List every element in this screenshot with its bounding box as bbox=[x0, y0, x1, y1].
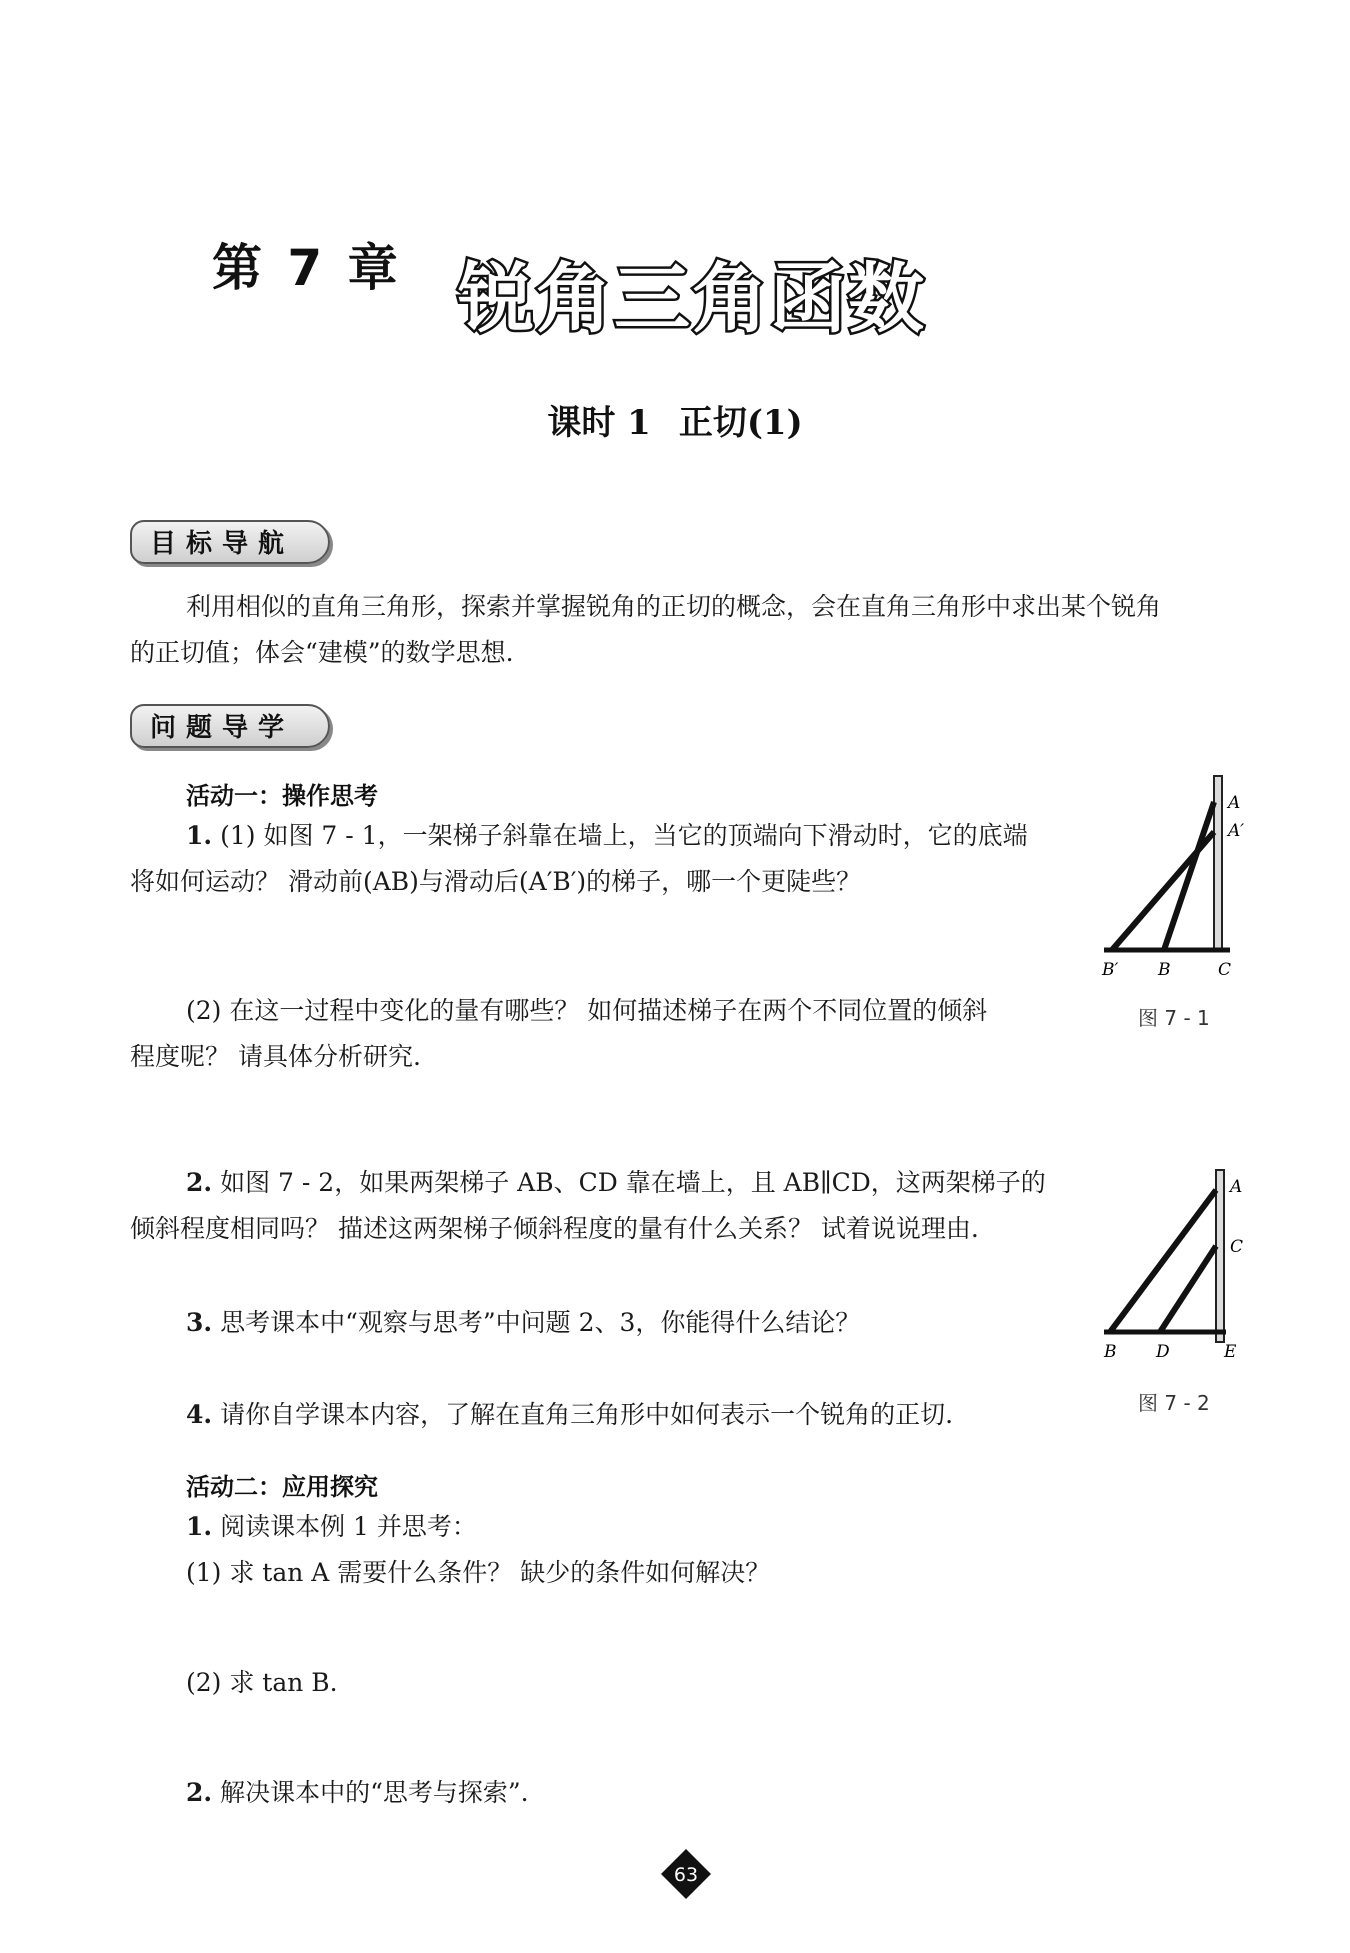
a2-q1-text: 阅读课本例 1 并思考： bbox=[220, 1512, 477, 1541]
lesson-name: 正切(1) bbox=[678, 403, 803, 443]
lesson-title bbox=[0, 395, 1350, 444]
activity1-q1-part2 bbox=[130, 988, 1090, 1080]
activity2-q1-sub2: (2) 求 tan B. bbox=[186, 1668, 338, 1697]
activity1-q2 bbox=[130, 1160, 1090, 1252]
q2-line2: 倾斜程度相同吗？ 描述这两架梯子倾斜程度的量有什么关系？ 试着说说理由. bbox=[130, 1214, 979, 1243]
chapter-label: 第 7 章 bbox=[212, 239, 402, 297]
wall bbox=[1214, 776, 1222, 950]
goals-paragraph bbox=[130, 584, 1250, 676]
goals-line-2: 的正切值；体会“建模”的数学思想. bbox=[130, 638, 514, 667]
activity2-heading: 活动二：应用探究 bbox=[186, 1473, 378, 1501]
lesson-label: 课时 1 bbox=[547, 403, 651, 443]
q3-number: 3. bbox=[186, 1308, 213, 1337]
a2-q1-number: 1. bbox=[186, 1512, 213, 1541]
label-d: D bbox=[1156, 1342, 1170, 1360]
ladder-ab bbox=[1110, 1190, 1216, 1332]
activity2-q2 bbox=[186, 1770, 1086, 1816]
label-e: E bbox=[1224, 1342, 1237, 1360]
q2-line1: 如图 7 - 2，如果两架梯子 AB、CD 靠在墙上，且 AB∥CD，这两架梯子的 bbox=[220, 1168, 1046, 1197]
label-b-prime: B′ bbox=[1102, 960, 1119, 980]
ladder-ab bbox=[1164, 802, 1214, 950]
label-a: A bbox=[1228, 793, 1241, 813]
label-a: A bbox=[1230, 1177, 1243, 1197]
a2-q2-number: 2. bbox=[186, 1778, 213, 1807]
q4-number: 4. bbox=[186, 1400, 213, 1429]
activity1-q4 bbox=[186, 1392, 1086, 1438]
a2-q1-sub1: (1) 求 tan A 需要什么条件？ 缺少的条件如何解决？ bbox=[186, 1558, 771, 1587]
figure-7-1-caption: 图 7 - 1 bbox=[1138, 1006, 1210, 1030]
ladder-cd bbox=[1160, 1246, 1216, 1332]
activity1-q1 bbox=[130, 813, 1090, 905]
activity1-heading: 活动一：操作思考 bbox=[186, 782, 378, 810]
page-number-badge bbox=[660, 1848, 712, 1900]
q1-part2-line2: 程度呢？ 请具体分析研究. bbox=[130, 1042, 421, 1071]
section-tag-goals: 目标导航 bbox=[130, 520, 330, 564]
q1-part2-line1: (2) 在这一过程中变化的量有哪些？ 如何描述梯子在两个不同位置的倾斜 bbox=[186, 996, 988, 1025]
label-b: B bbox=[1104, 1342, 1117, 1360]
figure-7-2 bbox=[1090, 1160, 1270, 1360]
ladder-a2b2 bbox=[1112, 832, 1214, 950]
q1-number: 1. bbox=[186, 821, 213, 850]
label-a-prime: A′ bbox=[1228, 821, 1245, 841]
chapter-title: 锐角三角函数 bbox=[458, 254, 926, 343]
goals-line-1: 利用相似的直角三角形，探索并掌握锐角的正切的概念，会在直角三角形中求出某个锐角 bbox=[186, 592, 1162, 621]
q3-text: 思考课本中“观察与思考”中问题 2、3，你能得什么结论？ bbox=[220, 1308, 861, 1337]
figure-7-2-caption: 图 7 - 2 bbox=[1138, 1391, 1210, 1415]
q1-part1-line2: 将如何运动？ 滑动前(AB)与滑动后(A′B′)的梯子，哪一个更陡些？ bbox=[130, 867, 862, 896]
figure-7-1 bbox=[1090, 770, 1270, 980]
page-number: 63 bbox=[673, 1864, 699, 1886]
q1-part1-line1: (1) 如图 7 - 1，一架梯子斜靠在墙上，当它的顶端向下滑动时，它的底端 bbox=[220, 821, 1028, 850]
wall bbox=[1216, 1170, 1224, 1342]
section-tag-guide: 问题导学 bbox=[130, 704, 330, 748]
q4-text: 请你自学课本内容，了解在直角三角形中如何表示一个锐角的正切. bbox=[220, 1400, 954, 1429]
label-c: C bbox=[1230, 1237, 1244, 1257]
a2-q2-text: 解决课本中的“思考与探索”. bbox=[220, 1778, 529, 1807]
activity2-q1 bbox=[186, 1504, 1086, 1596]
q2-number: 2. bbox=[186, 1168, 213, 1197]
label-b: B bbox=[1158, 960, 1171, 980]
activity1-q3 bbox=[186, 1300, 1086, 1346]
label-c: C bbox=[1218, 960, 1232, 980]
